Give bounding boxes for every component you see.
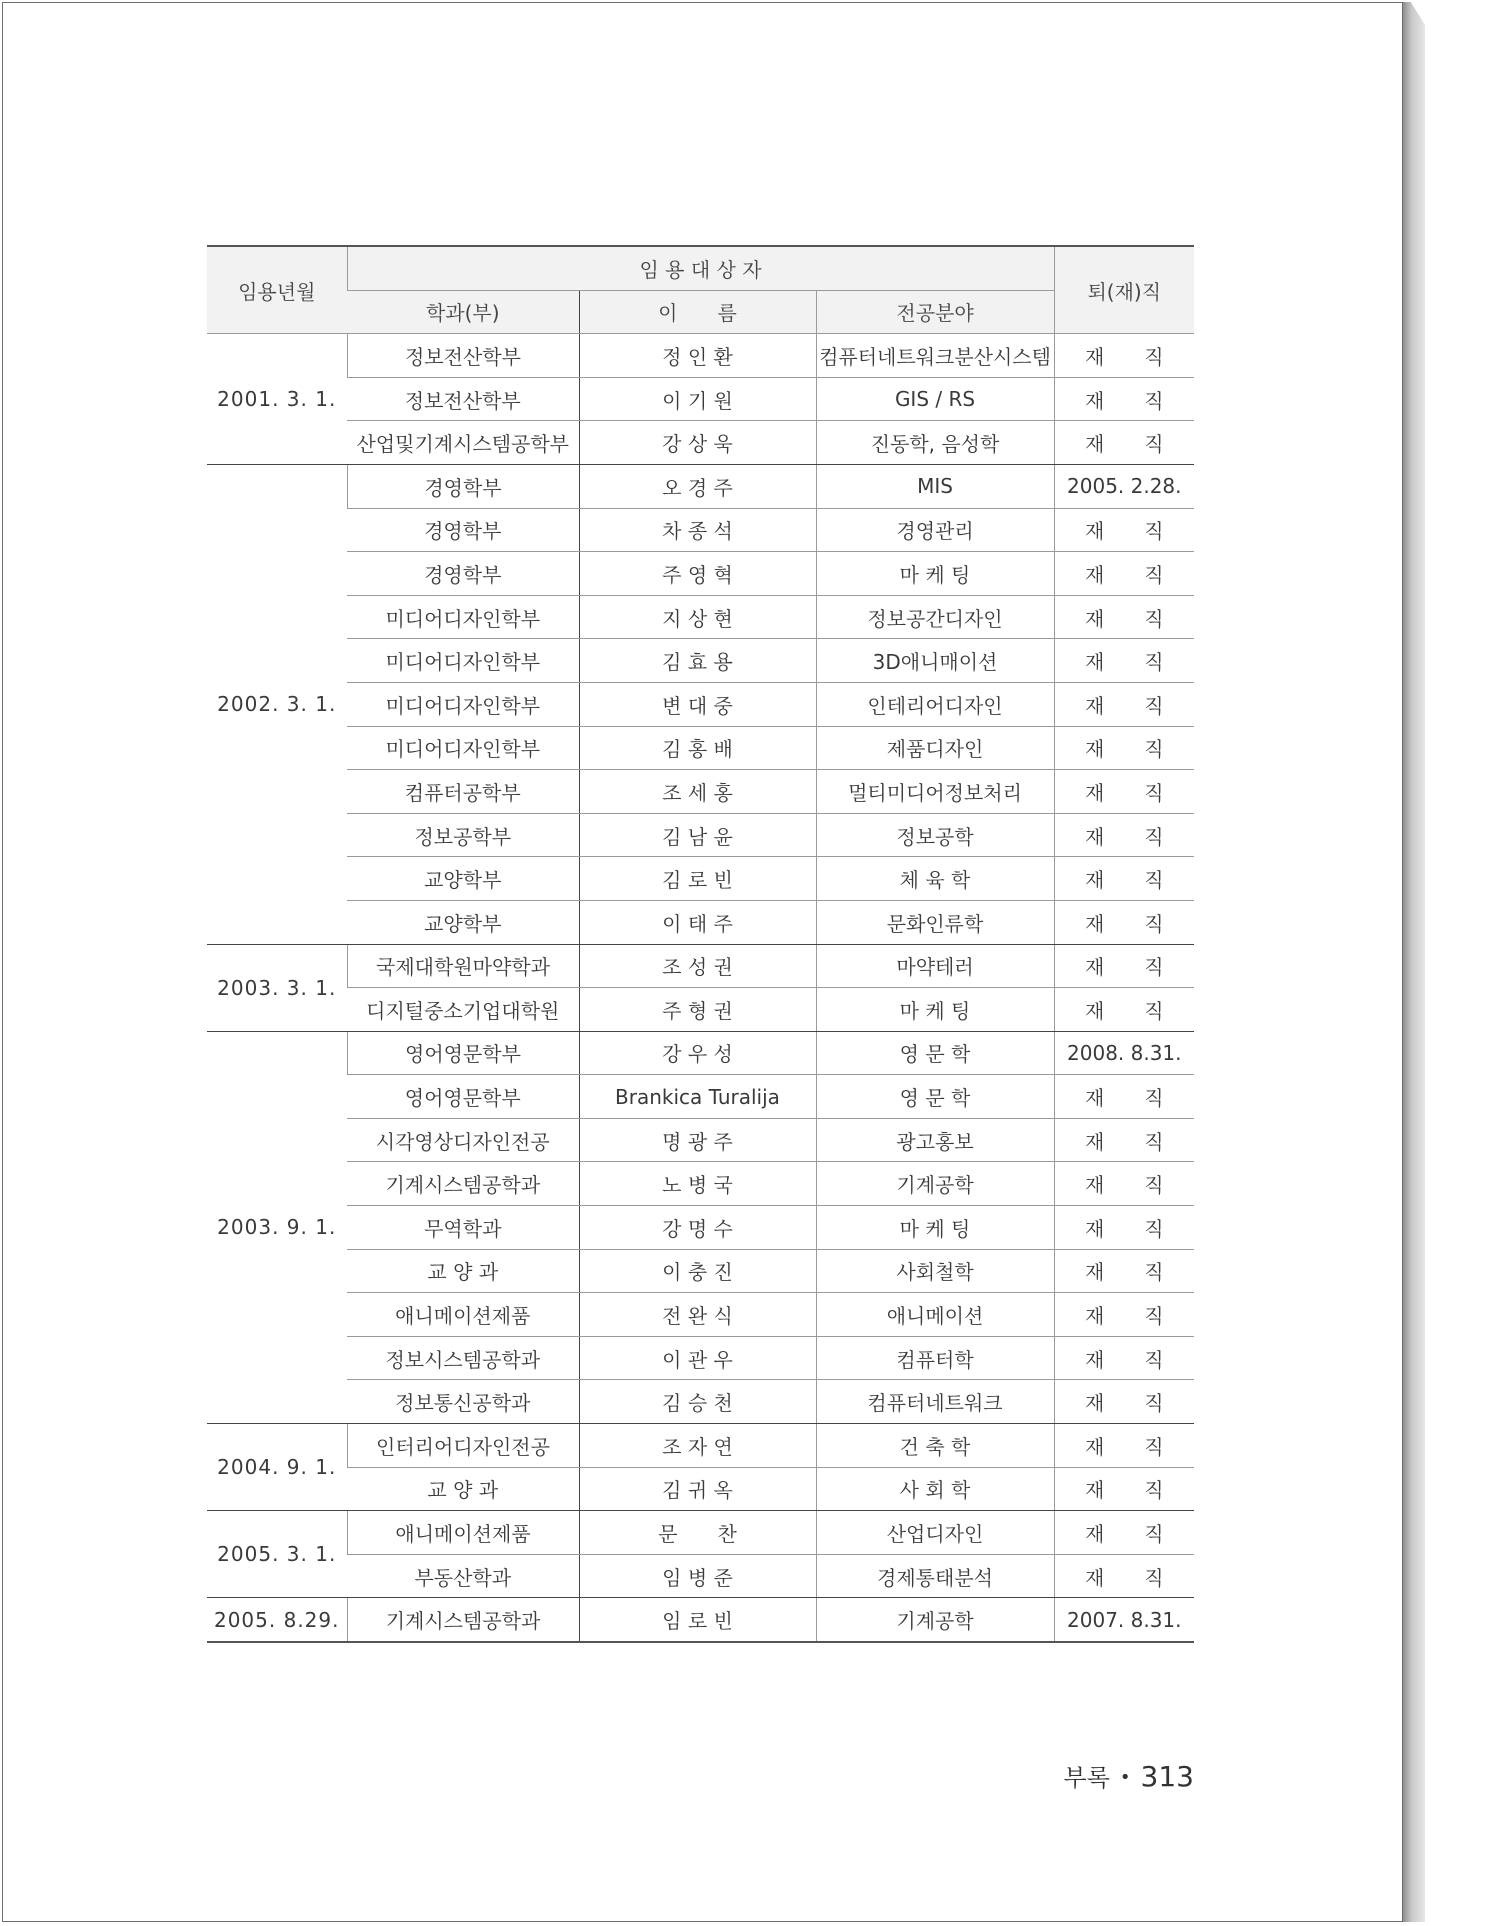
name-cell: 전 완 식: [579, 1293, 816, 1337]
table-row: [207, 944, 1194, 988]
name-cell: 임 로 빈: [579, 1598, 816, 1642]
table-row: [207, 1467, 1194, 1511]
table-row: [207, 1206, 1194, 1250]
table-row: [207, 508, 1194, 552]
table-row: [207, 1249, 1194, 1293]
department-cell: 교양학부: [347, 857, 579, 901]
name-cell: 주 영 혁: [579, 552, 816, 596]
status-cell: 재 직: [1054, 1075, 1194, 1119]
major-cell: 컴퓨터네트워크: [816, 1380, 1054, 1424]
department-cell: 정보전산학부: [347, 377, 579, 421]
department-cell: 기계시스템공학과: [347, 1598, 579, 1642]
table-row: [207, 813, 1194, 857]
major-cell: 애니메이션: [816, 1293, 1054, 1337]
status-cell: 2007. 8.31.: [1054, 1598, 1194, 1642]
status-cell: 재 직: [1054, 1554, 1194, 1598]
major-cell: 체 육 학: [816, 857, 1054, 901]
status-cell: 재 직: [1054, 682, 1194, 726]
name-cell: 이 관 우: [579, 1336, 816, 1380]
status-cell: 재 직: [1054, 944, 1194, 988]
department-cell: 시각영상디자인전공: [347, 1118, 579, 1162]
name-cell: 김 로 빈: [579, 857, 816, 901]
department-cell: 경영학부: [347, 464, 579, 508]
department-cell: 미디어디자인학부: [347, 639, 579, 683]
table-row: [207, 1598, 1194, 1642]
major-cell: GIS / RS: [816, 377, 1054, 421]
appointment-date: 2003. 9. 1.: [207, 1031, 347, 1423]
department-cell: 국제대학원마약학과: [347, 944, 579, 988]
status-cell: 재 직: [1054, 1424, 1194, 1468]
status-cell: 재 직: [1054, 1511, 1194, 1555]
status-cell: 재 직: [1054, 552, 1194, 596]
appointment-date: 2003. 3. 1.: [207, 944, 347, 1031]
page-number: 313: [1140, 1760, 1194, 1793]
name-cell: 김 홍 배: [579, 726, 816, 770]
name-cell: 명 광 주: [579, 1118, 816, 1162]
department-cell: 정보통신공학과: [347, 1380, 579, 1424]
name-cell: 임 병 준: [579, 1554, 816, 1598]
table-row: [207, 1118, 1194, 1162]
appointment-date: 2005. 8.29.: [207, 1598, 347, 1642]
status-cell: 재 직: [1054, 1118, 1194, 1162]
name-cell: 이 충 진: [579, 1249, 816, 1293]
status-cell: 재 직: [1054, 988, 1194, 1032]
department-cell: 컴퓨터공학부: [347, 770, 579, 814]
name-cell: 정 인 환: [579, 334, 816, 378]
table-body: [207, 334, 1194, 1642]
major-cell: MIS: [816, 464, 1054, 508]
page-edge-shadow: [1403, 2, 1425, 1922]
table-row: [207, 857, 1194, 901]
status-cell: 재 직: [1054, 1336, 1194, 1380]
table-row: [207, 770, 1194, 814]
major-cell: 정보공학: [816, 813, 1054, 857]
major-cell: 정보공간디자인: [816, 595, 1054, 639]
major-cell: 마약테러: [816, 944, 1054, 988]
name-cell: 이 기 원: [579, 377, 816, 421]
major-cell: 컴퓨터학: [816, 1336, 1054, 1380]
major-cell: 마 케 팅: [816, 988, 1054, 1032]
major-cell: 경제통태분석: [816, 1554, 1054, 1598]
footer-section: 부록: [1063, 1764, 1110, 1792]
department-cell: 영어영문학부: [347, 1031, 579, 1075]
appointment-date: 2002. 3. 1.: [207, 464, 347, 944]
major-cell: 컴퓨터네트워크분산시스템: [816, 334, 1054, 378]
name-cell: 조 세 홍: [579, 770, 816, 814]
status-cell: 재 직: [1054, 639, 1194, 683]
table-row: [207, 334, 1194, 378]
major-cell: 사 회 학: [816, 1467, 1054, 1511]
name-cell: 김 효 용: [579, 639, 816, 683]
name-cell: 김 남 윤: [579, 813, 816, 857]
department-cell: 교 양 과: [347, 1467, 579, 1511]
status-cell: 재 직: [1054, 1293, 1194, 1337]
table-row: [207, 377, 1194, 421]
status-cell: 재 직: [1054, 726, 1194, 770]
major-cell: 마 케 팅: [816, 552, 1054, 596]
table-row: [207, 1075, 1194, 1119]
appointment-date: 2005. 3. 1.: [207, 1511, 347, 1598]
department-cell: 인터리어디자인전공: [347, 1424, 579, 1468]
table-row: [207, 1424, 1194, 1468]
name-cell: 주 형 권: [579, 988, 816, 1032]
name-cell: 조 성 권: [579, 944, 816, 988]
department-cell: 기계시스템공학과: [347, 1162, 579, 1206]
name-cell: 노 병 국: [579, 1162, 816, 1206]
status-cell: 2005. 2.28.: [1054, 464, 1194, 508]
major-cell: 사회철학: [816, 1249, 1054, 1293]
major-cell: 영 문 학: [816, 1075, 1054, 1119]
status-cell: 재 직: [1054, 1206, 1194, 1250]
table-row: [207, 1380, 1194, 1424]
department-cell: 애니메이션제품: [347, 1511, 579, 1555]
table-row: [207, 1293, 1194, 1337]
table-row: [207, 595, 1194, 639]
footer-separator: •: [1119, 1766, 1131, 1788]
major-cell: 산업디자인: [816, 1511, 1054, 1555]
name-cell: 이 태 주: [579, 900, 816, 944]
status-cell: 재 직: [1054, 334, 1194, 378]
major-cell: 멀티미디어정보처리: [816, 770, 1054, 814]
department-cell: 경영학부: [347, 552, 579, 596]
header-date: 임용년월: [207, 246, 347, 334]
status-cell: 재 직: [1054, 813, 1194, 857]
department-cell: 경영학부: [347, 508, 579, 552]
table-row: [207, 682, 1194, 726]
name-cell: 강 우 성: [579, 1031, 816, 1075]
status-cell: 재 직: [1054, 1467, 1194, 1511]
status-cell: 재 직: [1054, 508, 1194, 552]
table-row: [207, 988, 1194, 1032]
name-cell: 지 상 현: [579, 595, 816, 639]
table-row: [207, 1554, 1194, 1598]
name-cell: Brankica Turalija: [579, 1075, 816, 1119]
major-cell: 경영관리: [816, 508, 1054, 552]
status-cell: 2008. 8.31.: [1054, 1031, 1194, 1075]
department-cell: 영어영문학부: [347, 1075, 579, 1119]
name-cell: 강 명 수: [579, 1206, 816, 1250]
status-cell: 재 직: [1054, 1249, 1194, 1293]
major-cell: 제품디자인: [816, 726, 1054, 770]
status-cell: 재 직: [1054, 421, 1194, 465]
department-cell: 교 양 과: [347, 1249, 579, 1293]
header-dept: 학과(부): [347, 290, 579, 334]
table-row: [207, 900, 1194, 944]
table-row: [207, 1511, 1194, 1555]
department-cell: 무역학과: [347, 1206, 579, 1250]
department-cell: 정보시스템공학과: [347, 1336, 579, 1380]
department-cell: 정보공학부: [347, 813, 579, 857]
department-cell: 애니메이션제품: [347, 1293, 579, 1337]
major-cell: 기계공학: [816, 1598, 1054, 1642]
department-cell: 산업및기계시스템공학부: [347, 421, 579, 465]
status-cell: 재 직: [1054, 1162, 1194, 1206]
appointment-table: [207, 245, 1194, 1643]
name-cell: 조 자 연: [579, 1424, 816, 1468]
table-row: [207, 1336, 1194, 1380]
name-cell: 차 종 석: [579, 508, 816, 552]
name-cell: 강 상 욱: [579, 421, 816, 465]
table-row: [207, 464, 1194, 508]
table-row: [207, 1162, 1194, 1206]
major-cell: 진동학, 음성학: [816, 421, 1054, 465]
header-status: 퇴(재)직: [1054, 246, 1194, 334]
department-cell: 미디어디자인학부: [347, 595, 579, 639]
department-cell: 부동산학과: [347, 1554, 579, 1598]
name-cell: 문 찬: [579, 1511, 816, 1555]
major-cell: 인테리어디자인: [816, 682, 1054, 726]
name-cell: 오 경 주: [579, 464, 816, 508]
major-cell: 기계공학: [816, 1162, 1054, 1206]
major-cell: 영 문 학: [816, 1031, 1054, 1075]
table-row: [207, 639, 1194, 683]
name-cell: 김 귀 옥: [579, 1467, 816, 1511]
major-cell: 건 축 학: [816, 1424, 1054, 1468]
appointment-date: 2004. 9. 1.: [207, 1424, 347, 1511]
department-cell: 교양학부: [347, 900, 579, 944]
status-cell: 재 직: [1054, 900, 1194, 944]
status-cell: 재 직: [1054, 857, 1194, 901]
appointment-date: 2001. 3. 1.: [207, 334, 347, 465]
major-cell: 광고홍보: [816, 1118, 1054, 1162]
page-footer: [1064, 1758, 1194, 1793]
status-cell: 재 직: [1054, 770, 1194, 814]
name-cell: 김 승 천: [579, 1380, 816, 1424]
header-group: 임 용 대 상 자: [347, 246, 1054, 290]
table-row: [207, 421, 1194, 465]
major-cell: 문화인류학: [816, 900, 1054, 944]
department-cell: 미디어디자인학부: [347, 682, 579, 726]
status-cell: 재 직: [1054, 1380, 1194, 1424]
department-cell: 미디어디자인학부: [347, 726, 579, 770]
header-major: 전공분야: [816, 290, 1054, 334]
table-row: [207, 1031, 1194, 1075]
major-cell: 3D애니매이션: [816, 639, 1054, 683]
table-row: [207, 552, 1194, 596]
department-cell: 디지털중소기업대학원: [347, 988, 579, 1032]
name-cell: 변 대 중: [579, 682, 816, 726]
status-cell: 재 직: [1054, 595, 1194, 639]
major-cell: 마 케 팅: [816, 1206, 1054, 1250]
table-header: [207, 246, 1194, 334]
table-row: [207, 726, 1194, 770]
department-cell: 정보전산학부: [347, 334, 579, 378]
header-name: 이 름: [579, 290, 816, 334]
status-cell: 재 직: [1054, 377, 1194, 421]
